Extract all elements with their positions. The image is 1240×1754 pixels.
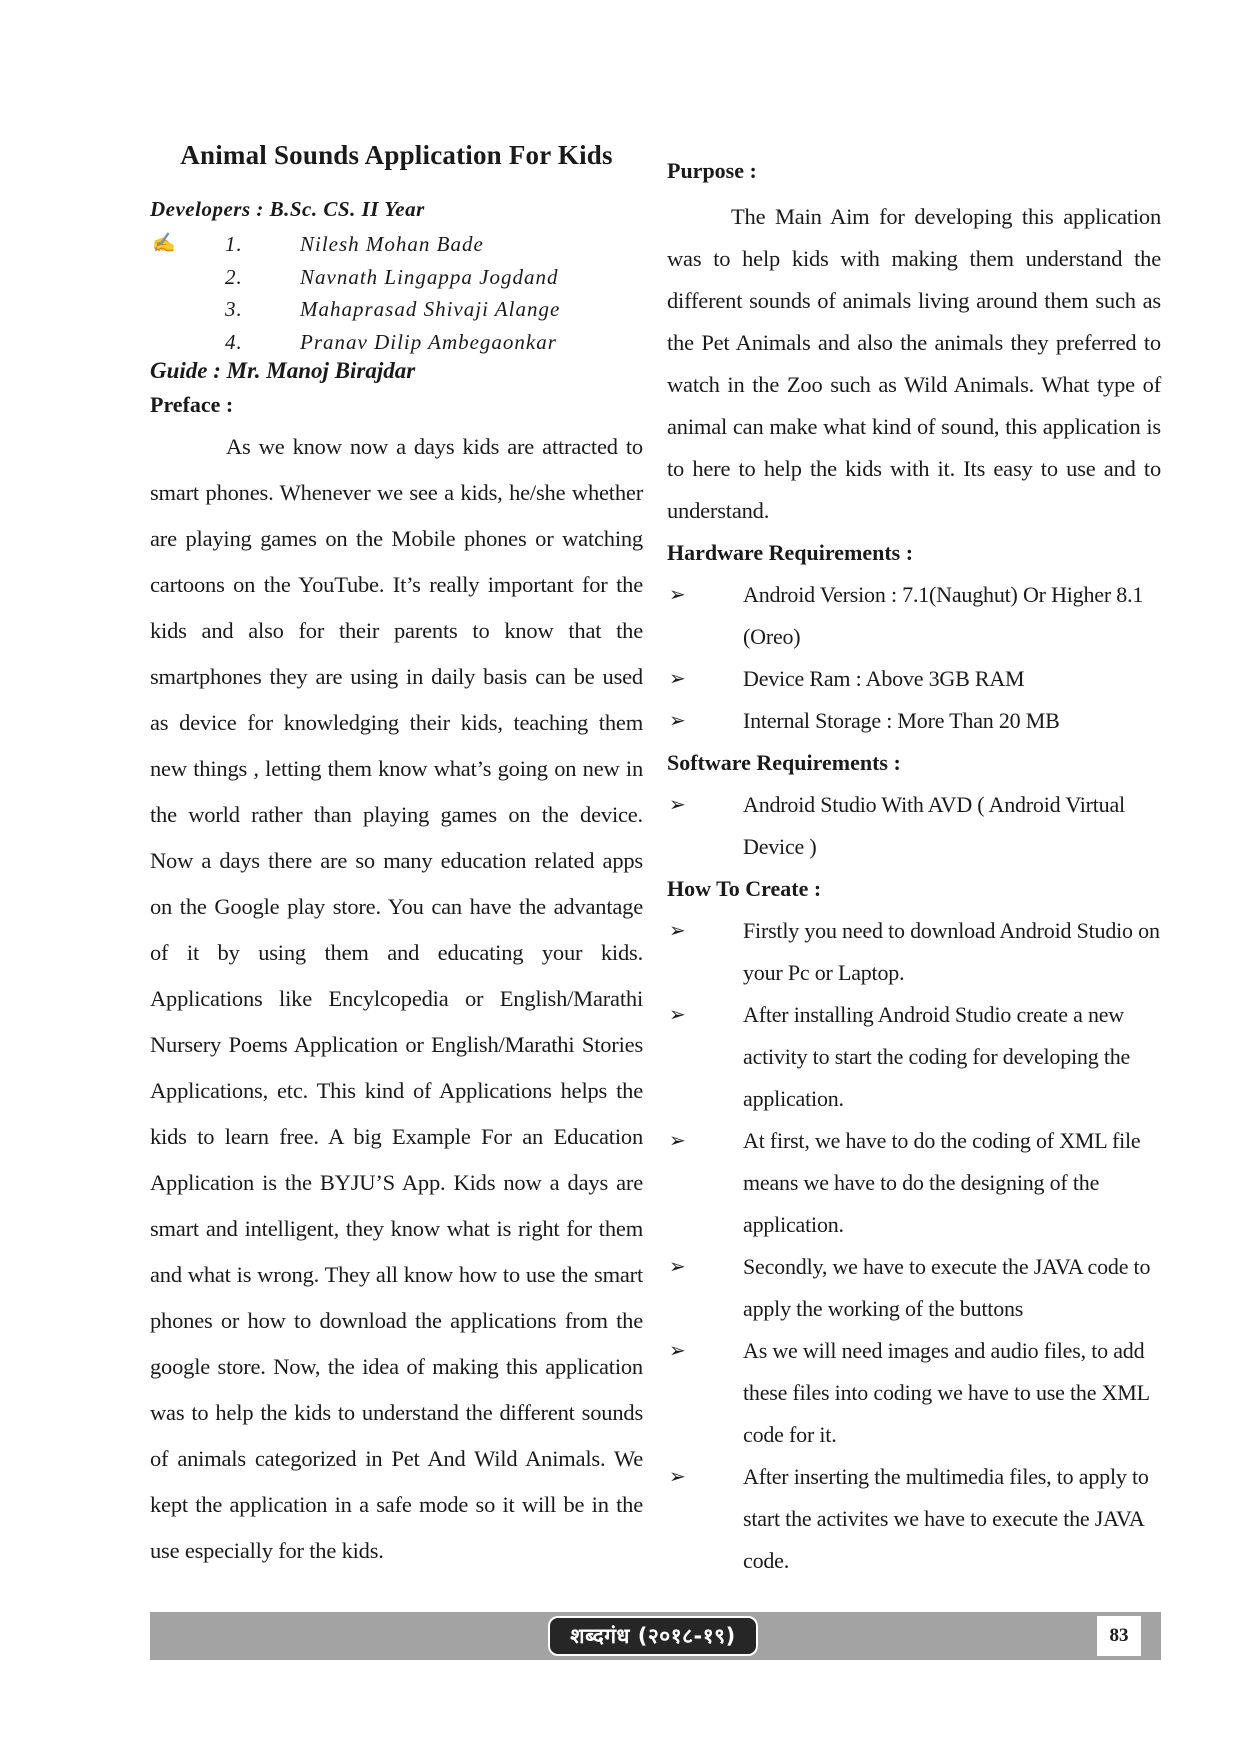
arrow-bullet-icon: ➢ <box>669 1130 686 1152</box>
preface-heading: Preface : <box>150 392 234 417</box>
page-number: 83 <box>1097 1616 1141 1656</box>
list-item-text: Internal Storage : More Than 20 MB <box>743 708 1060 733</box>
arrow-bullet-icon: ➢ <box>669 920 686 942</box>
developers-list <box>150 228 643 358</box>
developer-row <box>150 293 643 326</box>
list-item <box>667 1120 1161 1246</box>
developer-name: Mahaprasad Shivaji Alange <box>300 297 561 321</box>
writing-hand-icon: ✍ <box>152 233 177 254</box>
page-footer <box>150 1612 1161 1660</box>
guide-line: Guide : Mr. Manoj Birajdar <box>150 358 416 383</box>
arrow-bullet-icon: ➢ <box>669 1340 686 1362</box>
how-to-create-heading: How To Create : <box>667 876 822 901</box>
list-item <box>667 1246 1161 1330</box>
list-item <box>667 1456 1161 1582</box>
developer-number: 1. <box>225 232 243 256</box>
list-item-text: Firstly you need to download Android Studio on your Pc or Laptop. <box>743 918 1160 985</box>
developer-row <box>150 228 643 261</box>
arrow-bullet-icon: ➢ <box>669 584 686 606</box>
purpose-heading: Purpose : <box>667 158 757 183</box>
developers-heading: Developers : B.Sc. CS. II Year <box>150 197 425 221</box>
list-item <box>667 910 1161 994</box>
developer-name: Pranav Dilip Ambegaonkar <box>300 329 557 354</box>
list-item-text: Device Ram : Above 3GB RAM <box>743 666 1025 691</box>
arrow-bullet-icon: ➢ <box>669 710 686 732</box>
arrow-bullet-icon: ➢ <box>669 668 686 690</box>
purpose-paragraph: The Main Aim for developing this application was to help kids with making them understand the different sounds of animals living around them such as the Pet Animals and also the animals they preferred to watch in the Zoo such as Wild Animals. What type of animal can make what kind of sound, this application is to here to help the kids with it. Its easy to use and to understand. <box>667 204 1161 523</box>
article-title: Animal Sounds Application For Kids <box>180 140 613 170</box>
developer-number: 2. <box>225 264 243 289</box>
how-to-create-list <box>667 910 1161 1582</box>
list-item-text: After inserting the multimedia files, to apply to start the activites we have to execute the JAVA code. <box>743 1464 1149 1573</box>
developer-name: Navnath Lingappa Jogdand <box>300 264 559 289</box>
software-list <box>667 784 1161 868</box>
list-item-text: Android Version : 7.1(Naughut) Or Higher 8.1 (Oreo) <box>743 582 1144 649</box>
list-item-text: Secondly, we have to execute the JAVA code to apply the working of the buttons <box>743 1254 1151 1321</box>
arrow-bullet-icon: ➢ <box>669 1466 686 1488</box>
list-item-text: As we will need images and audio files, to add these files into coding we have to use the XML code for it. <box>743 1338 1150 1447</box>
arrow-bullet-icon: ➢ <box>669 1256 686 1278</box>
left-column <box>150 140 643 1574</box>
developer-number: 4. <box>225 329 243 354</box>
developer-name: Nilesh Mohan Bade <box>300 232 484 256</box>
right-column <box>667 140 1161 1582</box>
list-item <box>667 574 1161 658</box>
developer-row <box>150 261 643 294</box>
developer-row <box>150 326 643 359</box>
list-item <box>667 784 1161 868</box>
list-item-text: Android Studio With AVD ( Android Virtual Device ) <box>743 792 1125 859</box>
list-item-text: At first, we have to do the coding of XML file means we have to do the designing of the application. <box>743 1128 1141 1237</box>
arrow-bullet-icon: ➢ <box>669 794 686 816</box>
hardware-list <box>667 574 1161 742</box>
software-heading: Software Requirements : <box>667 750 901 775</box>
hardware-heading: Hardware Requirements : <box>667 540 914 565</box>
list-item-text: After installing Android Studio create a new activity to start the coding for developing the application. <box>743 1002 1131 1111</box>
developer-number: 3. <box>225 297 243 321</box>
arrow-bullet-icon: ➢ <box>669 1004 686 1026</box>
preface-paragraph: As we know now a days kids are attracted to smart phones. Whenever we see a kids, he/she whether are playing games on the Mobile phones or watching cartoons on the YouTube. It’s really important for the kids and also for their parents to know that the smartphones they are using in daily basis can be used as device for knowledging their kids, teaching them new things , letting them know what’s going on new in the world rather than playing games on the device. Now a days there are so many education related apps on the Google play store. You can have the advantage of it by using them and educating your kids. Applications like Encylcopedia or English/Marathi Nursery Poems Application or English/Marathi Stories Applications, etc. This kind of Applications helps the kids to learn free. A big Example For an Education Application is the BYJU’S App. Kids now a days are smart and intelligent, they know what is right for them and what is wrong. They all know how to use the smart phones or how to download the applications from the google store. Now, the idea of making this application was to help the kids to understand the different sounds of animals categorized in Pet And Wild Animals. We kept the application in a safe mode so it will be in the use especially for the kids. <box>150 434 643 1563</box>
list-item <box>667 700 1161 742</box>
list-item <box>667 994 1161 1120</box>
list-item <box>667 1330 1161 1456</box>
journal-name-badge: शब्दगंध (२०१८-१९) <box>548 1616 758 1656</box>
list-item <box>667 658 1161 700</box>
